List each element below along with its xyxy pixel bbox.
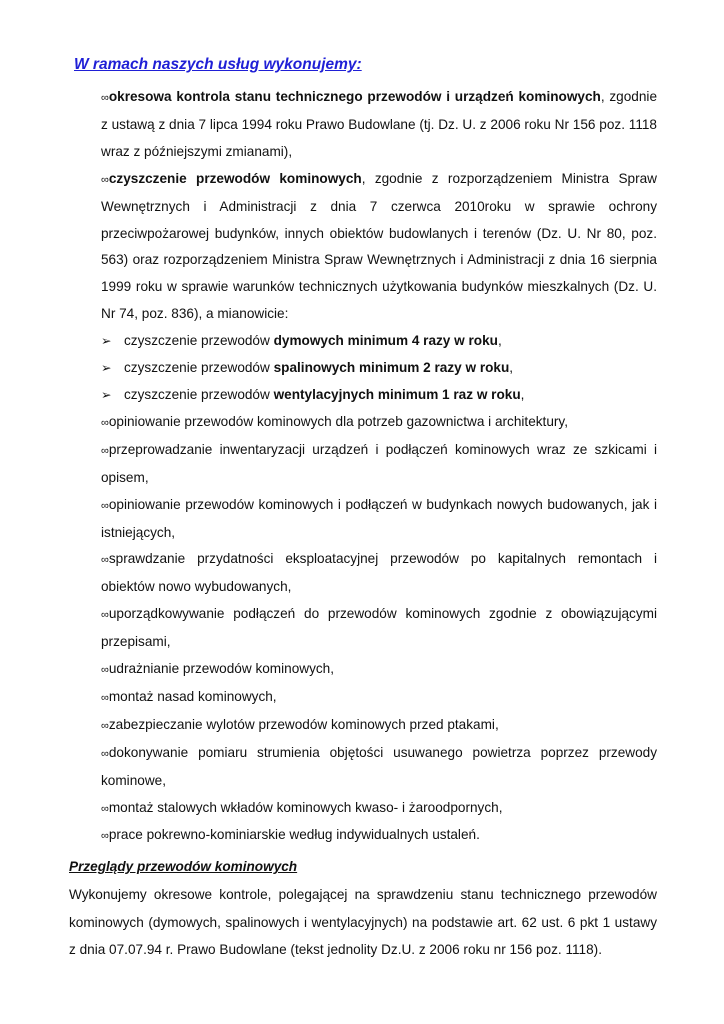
list-item [101,437,657,492]
list-item [101,656,657,684]
services-heading: W ramach naszych usług wykonujemy: [74,56,362,73]
item-text: udrażnianie przewodów kominowych, [108,661,335,677]
sub-item-end: , [520,386,525,402]
item-text: opiniowanie przewodów kominowych i podłączeń w budynkach nowych budowanych, jak i istniejących, [101,496,657,540]
list-item [101,795,657,823]
infinity-bullet-icon: ∞ [101,802,108,815]
sub-item-end: , [509,360,514,376]
infinity-bullet-icon: ∞ [101,664,108,677]
item-text: opiniowanie przewodów kominowych dla potrzeb gazownictwa i architektury, [108,413,568,429]
item-text: montaż stalowych wkładów kominowych kwaso- i żaroodpornych, [108,799,503,815]
list-item [101,84,657,166]
item-text: przeprowadzanie inwentaryzacji urządzeń i podłączeń kominowych wraz ze szkicami i opisem, [101,441,657,485]
item-text: prace pokrewno-kominiarskie według indywidualnych ustaleń. [108,827,480,843]
infinity-bullet-icon: ∞ [101,173,108,186]
list-item [101,409,657,437]
sub-item-text: czyszczenie przewodów [124,333,274,349]
infinity-bullet-icon: ∞ [101,416,108,429]
sub-item-bold-text: dymowych minimum 4 razy w roku [273,333,498,349]
item-text: , zgodnie z ustawą z dnia 7 lipca 1994 roku Prawo Budowlane (tj. Dz. U. z 2006 roku Nr 156 poz. 1118 wraz z późniejszymi zmianami), [101,89,658,159]
infinity-bullet-icon: ∞ [101,499,108,512]
list-item [101,740,657,795]
item-bold-text: okresowa kontrola stanu technicznego przewodów i urządzeń kominowych [108,89,601,104]
sub-list-item [101,382,657,409]
infinity-bullet-icon: ∞ [101,554,108,567]
item-text: sprawdzanie przydatności eksploatacyjnej przewodów po kapitalnych remontach i obiektów nowo wybudowanych, [101,551,657,595]
sub-item-bold-text: spalinowych minimum 2 razy w roku [273,360,510,376]
sub-item-bold-text: wentylacyjnych minimum 1 raz w roku [273,386,521,402]
infinity-bullet-icon: ∞ [101,830,108,843]
infinity-bullet-icon: ∞ [101,444,108,457]
infinity-bullet-icon: ∞ [101,92,108,104]
list-item [101,822,657,850]
section-heading: Przeglądy przewodów kominowych [69,859,298,874]
sub-item-text: czyszczenie przewodów [124,360,274,376]
item-text: zabezpieczanie wylotów przewodów kominowych przed ptakami, [108,716,499,732]
infinity-bullet-icon: ∞ [101,691,108,704]
arrow-bullet-icon: ➢ [101,334,112,349]
infinity-bullet-icon: ∞ [101,719,108,732]
list-item [101,492,657,547]
list-item [101,684,657,712]
services-list [101,84,657,850]
sub-list-item [101,355,657,382]
item-text: dokonywanie pomiaru strumienia objętości usuwanego powietrza poprzez przewody kominowe, [101,744,657,788]
item-text: , zgodnie z rozporządzeniem Ministra Spraw Wewnętrznych i Administracji z dnia 7 czerwca 2010roku w sprawie ochrony przeciwpożarowej budynków, innych obiektów budowlanych i terenów (Dz. U. Nr 80, poz. 563) oraz rozporządzeniem Ministra Spraw Wewnętrznych i Administracji z dnia 16 sierpnia 1999 roku w sprawie warunków technicznych użytkowania budynków mieszkalnych (Dz. U. Nr 74, poz. 836), a mianowicie: [101,170,657,322]
item-text: uporządkowywanie podłączeń do przewodów kominowych zgodnie z obowiązującymi przepisami, [101,606,657,650]
infinity-bullet-icon: ∞ [101,747,108,760]
list-item [101,712,657,740]
infinity-bullet-icon: ∞ [101,609,108,622]
arrow-bullet-icon: ➢ [101,361,112,376]
arrow-bullet-icon: ➢ [101,387,112,402]
sub-list-item [101,328,657,355]
list-item [101,546,657,601]
list-item [101,601,657,656]
sub-item-text: czyszczenie przewodów [124,386,274,402]
item-text: montaż nasad kominowych, [108,688,277,704]
list-item [101,166,657,328]
sub-item-end: , [497,333,502,349]
section-paragraph: Wykonujemy okresowe kontrole, polegającej na sprawdzeniu stanu technicznego przewodów kominowych (dymowych, spalinowych i wentylacyjnych) na podstawie art. 62 ust. 6 pkt 1 ustawy z dnia 07.07.94 r. Prawo Budowlane (tekst jednolity Dz.U. z 2006 roku nr 156 poz. 1118). [69,887,657,957]
item-bold-text: czyszczenie przewodów kominowych [108,170,362,186]
